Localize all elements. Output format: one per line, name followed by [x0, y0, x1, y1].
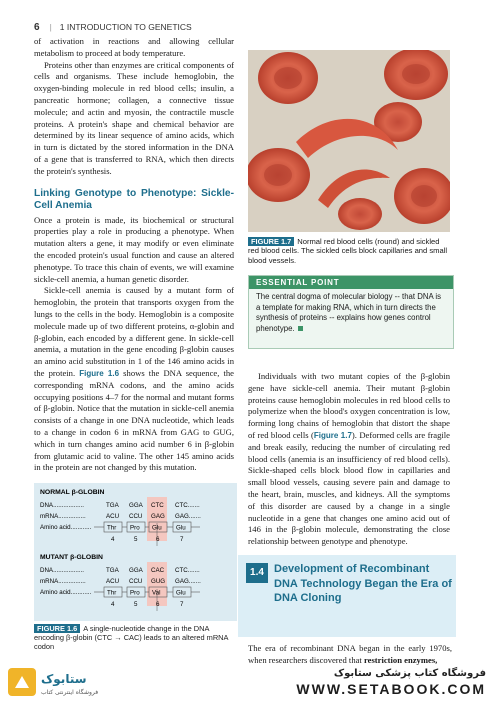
row-label-aa: Amino acid............ [40, 589, 92, 596]
setabook-logo [8, 668, 116, 698]
figure-label: FIGURE 1.7 [248, 237, 294, 246]
figure-1-6-caption [34, 624, 237, 651]
paragraph-text: shows the DNA sequence, the corresponding mRNA codons, and the amino acids occupying positions 4–7 for the normal and mutant forms of β-globin. Notice that the mutation in sickle-cell anemia consists of a change in one DNA nucleotide, which leads to a change in codon 6 in mRNA from GAG to GUG, which in turn changes amino acid number 6 in β-globin from glutamic acid to valine. The other 145 amino acids in the protein are not changed by this mutation. [34, 367, 234, 473]
right-column [248, 371, 450, 548]
blood-cells-photo [248, 50, 450, 232]
normal-mrna-5: CCU [129, 513, 143, 520]
figure-reference: Figure 1.7 [313, 430, 352, 440]
caption-text: A single-nucleotide change in the DNA encoding β-globin (CTC → CAC) leads to an altered mRNA codon [34, 624, 229, 651]
figure-1-7-caption [248, 237, 452, 265]
position-5: 5 [134, 601, 138, 608]
store-name: فروشگاه کتاب پزشکی ستابوک [333, 668, 486, 679]
paragraph: Once a protein is made, its biochemical or structural properties play a role in producing a phenotype. When mutation alters a gene, it may modify or even eliminate the encoded protein's usual function and cause an altered phenotype. To trace this chain of events, we will examine sickle-cell anemia, a human genetic disorder. [34, 214, 234, 284]
mutant-mrna-4: ACU [106, 578, 120, 585]
figure-label: FIGURE 1.6 [34, 624, 80, 633]
mutant-dna-5: GGA [129, 567, 143, 574]
position-7: 7 [180, 536, 184, 543]
normal-dna-7: CTC....... [175, 502, 200, 509]
section-1-4-banner [238, 555, 456, 637]
logo-text: ستابوک [41, 672, 87, 686]
row-label-dna: DNA.................. [40, 567, 85, 574]
essential-point-body: The central dogma of molecular biology -- that DNA is a template for making RNA, which in turn directs the synthesis of proteins -- explains how genes control phenotype. [256, 292, 442, 333]
paragraph: of activation in reactions and allowing cellular metabolism to proceed at body temperature. [34, 36, 234, 58]
figure-reference: Figure 1.6 [79, 368, 120, 378]
paragraph-text: Sickle-cell anemia is caused by a mutant form of hemoglobin, the protein that transports oxygen from the lungs to the cells in the body. Hemoglobin is a composite molecule made up of two different proteins, α-globin and β-globin, each encoded by a different gene. In sickle-cell anemia, a mutation in the gene encoding β-globin causes an amino acid substitution in 1 of the 146 amino acids in the protein. [34, 285, 234, 378]
paragraph: Proteins other than enzymes are critical components of cells and organisms. These include hemoglobin, the oxygen-binding molecule in red blood cells; insulin, a pancreatic hormone; collagen, a connective tissue molecule; and actin and myosin, the contractile muscle proteins. A protein's shape and chemical behavior are determined by its linear sequence of amino acids, which in turn is dictated by the stored information in the DNA of a gene that is transferred to RNA, which then directs the protein's synthesis. [34, 59, 234, 176]
section-heading: Linking Genotype to Phenotype: Sickle-Cell Anemia [34, 187, 234, 211]
normal-mrna-7: GAG....... [175, 513, 201, 520]
bold-term: restriction enzymes, [363, 654, 438, 665]
mutant-dna-4: TGA [106, 567, 119, 574]
position-7: 7 [180, 601, 184, 608]
caption-text: Normal red blood cells (round) and sickled red blood cells. The sickled cells block capillaries and small blood vessels. [248, 237, 448, 265]
normal-aa-5: Pro [130, 524, 140, 532]
position-6: 6 [156, 601, 160, 608]
logo-subtext: فروشگاه اینترنتی کتاب [41, 689, 99, 696]
mutant-dna-7: CTC....... [175, 567, 200, 574]
normal-dna-5: GGA [129, 502, 143, 509]
website-url[interactable]: WWW.SETABOOK.COM [296, 681, 486, 697]
essential-point-box [248, 275, 454, 349]
mutant-mrna-6: GUG [151, 578, 166, 585]
header-divider: | [49, 22, 52, 32]
mutant-aa-5: Pro [130, 589, 140, 597]
essential-point-title: ESSENTIAL POINT [249, 276, 453, 289]
paragraph-text: ). Deformed cells are fragile and break easily, reducing the number of circulating red blood cells (anemia is an insufficiency of red blood cells). Sickle-shaped cells block blood flow in capillaries and small blood vessels, causing severe pain and damage to the heart, brain, muscles, and kidneys. All the symptoms of this disorder are caused by a change in a single nucleotide in a gene that changes one amino acid out of 146 in the β-globin molecule, demonstrating the close relationship between genotype and phenotype. [248, 429, 450, 547]
position-4: 4 [111, 601, 115, 608]
paragraph-text: The era of recombinant DNA began in the early 1970s, when researchers discovered that [248, 643, 452, 665]
row-label-mrna: mRNA................ [40, 513, 86, 520]
mutant-title: MUTANT β-GLOBIN [40, 554, 103, 561]
row-label-aa: Amino acid............ [40, 524, 92, 531]
paragraph [248, 371, 450, 548]
normal-aa-4: Thr [107, 524, 117, 532]
page-number: 6 [34, 22, 40, 33]
left-column [34, 36, 234, 474]
running-header [34, 22, 192, 33]
normal-title: NORMAL β-GLOBIN [40, 489, 105, 496]
mutant-aa-7: Glu [176, 589, 186, 597]
paragraph [34, 285, 234, 474]
position-6: 6 [156, 536, 160, 543]
normal-mrna-4: ACU [106, 513, 120, 520]
chapter-title: 1 INTRODUCTION TO GENETICS [59, 22, 192, 32]
section-1-4-text [248, 643, 452, 667]
normal-dna-4: TGA [106, 502, 119, 509]
globin-sequence-figure [34, 483, 237, 621]
normal-aa-7: Glu [176, 524, 186, 532]
normal-aa-6: Glu [152, 524, 162, 532]
position-5: 5 [134, 536, 138, 543]
normal-mrna-6: GAG [151, 513, 165, 520]
section-title: Development of Recombinant DNA Technology Began the Era of DNA Cloning [274, 563, 452, 604]
section-number: 1.4 [246, 563, 268, 583]
mutant-mrna-7: GAG....... [175, 578, 201, 585]
end-square-icon [298, 326, 303, 331]
mutant-dna-6: CAC [151, 567, 165, 574]
row-label-mrna: mRNA................ [40, 578, 86, 585]
paragraph-text: Individuals with two mutant copies of the β-globin gene have sickle-cell anemia. Their mutant β-globin proteins cause hemoglobin molecules in red blood cells to polymerize when the blood's oxygen concentration is low, forming long chains of hemoglobin that distort the shape of red blood cells ( [248, 371, 450, 440]
normal-dna-6: CTC [151, 502, 164, 509]
mutant-mrna-5: CCU [129, 578, 143, 585]
watermark-footer [0, 666, 500, 700]
essential-point-text [249, 289, 453, 337]
row-label-dna: DNA.................. [40, 502, 85, 509]
position-4: 4 [111, 536, 115, 543]
mutant-aa-6: Val [152, 589, 161, 597]
mutant-aa-4: Thr [107, 589, 117, 597]
